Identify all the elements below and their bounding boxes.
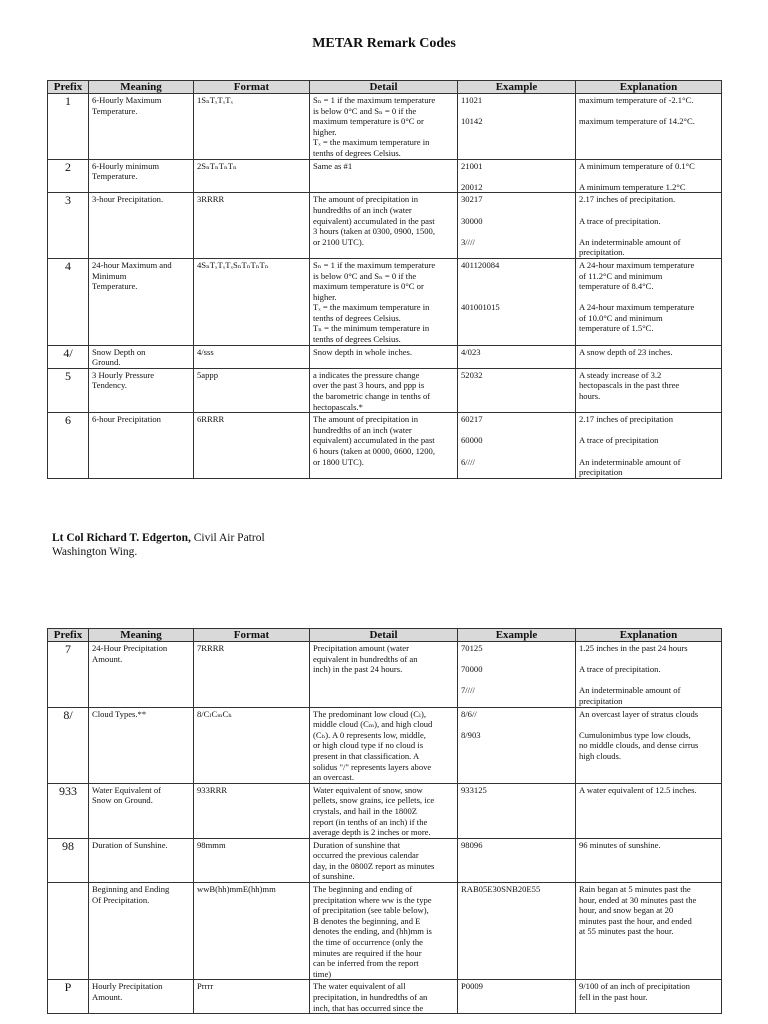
explanation-line: Rain began at 5 minutes past the: [579, 884, 691, 895]
cell-format: 933RRR: [194, 783, 310, 838]
cell-meaning: [89, 368, 194, 412]
example-line: [461, 171, 572, 182]
detail-line: Same as #1: [313, 160, 353, 171]
explanation-line: [579, 292, 718, 303]
cell-format: 4/sss: [194, 345, 310, 368]
table-row: [48, 883, 722, 980]
explanation-line: [579, 226, 718, 237]
detail-line: 3 hours (taken at 0300, 0900, 1500,: [313, 226, 435, 237]
detail-line: pellets, snow grains, ice pellets, ice: [313, 795, 435, 806]
detail-line: is below 0°C and Sₙ = 0 if the: [313, 270, 417, 281]
explanation-line: A steady increase of 3.2: [579, 369, 662, 380]
example-line: 3////: [461, 236, 475, 247]
cell-example: [458, 193, 576, 259]
example-line: 401120084: [461, 259, 500, 270]
meaning-line: Temperature.: [92, 281, 138, 292]
detail-line: equivalent in hundredths of an: [313, 653, 418, 664]
detail-line: crystals, and hail in the 1800Z: [313, 805, 418, 816]
detail-line: an overcast.: [313, 772, 355, 783]
cell-explanation: [576, 883, 722, 980]
cell-meaning: [89, 94, 194, 160]
column-header-explanation: Explanation: [576, 81, 722, 94]
column-header-example: Example: [458, 81, 576, 94]
cell-example: [458, 838, 576, 882]
example-line: 21001: [461, 160, 483, 171]
table-row: [48, 707, 722, 783]
cell-format: 5appp: [194, 368, 310, 412]
detail-line: (Cₕ). A 0 represents low, middle,: [313, 729, 426, 740]
detail-line: hundredths of an inch (water: [313, 204, 412, 215]
meaning-line: Temperature.: [92, 171, 138, 182]
explanation-line: [579, 675, 718, 686]
cell-prefix: 4: [48, 258, 89, 345]
example-line: 60217: [461, 414, 483, 425]
cell-detail: [310, 883, 458, 980]
detail-line: tenths of degrees Celsius.: [313, 334, 401, 345]
table-row: [48, 94, 722, 160]
table-row: [48, 345, 722, 368]
cell-explanation: [576, 783, 722, 838]
detail-line: minutes are required if the hour: [313, 947, 422, 958]
cell-format: 8/CₗCₘCₕ: [194, 707, 310, 783]
explanation-line: 2.17 inches of precipitation.: [579, 194, 676, 205]
example-line: 7////: [461, 685, 475, 696]
explanation-line: A water equivalent of 12.5 inches.: [579, 784, 697, 795]
cell-meaning: [89, 413, 194, 479]
cell-format: 2SₙTₙTₙTₙ: [194, 159, 310, 193]
cell-explanation: [576, 838, 722, 882]
cell-format: 6RRRR: [194, 413, 310, 479]
cell-explanation: [576, 94, 722, 160]
detail-line: higher.: [313, 291, 337, 302]
example-line: [461, 271, 572, 282]
detail-line: The amount of precipitation in: [313, 414, 419, 425]
explanation-line: [579, 205, 718, 216]
cell-prefix: [48, 883, 89, 980]
column-header-explanation: Explanation: [576, 629, 722, 642]
cell-example: [458, 368, 576, 412]
meaning-line: Snow on Ground.: [92, 795, 153, 806]
author-organization: Civil Air Patrol: [190, 532, 265, 544]
explanation-line: precipitation.: [579, 247, 625, 258]
detail-line: a indicates the pressure change: [313, 369, 420, 380]
cell-format: 7RRRR: [194, 642, 310, 708]
example-line: [461, 106, 572, 117]
cell-detail: [310, 838, 458, 882]
cell-detail: [310, 368, 458, 412]
detail-line: Water equivalent of snow, snow: [313, 784, 423, 795]
cell-format: Prrrr: [194, 980, 310, 1014]
explanation-line: [579, 654, 718, 665]
cell-detail: [310, 345, 458, 368]
cell-meaning: [89, 838, 194, 882]
column-header-detail: Detail: [310, 81, 458, 94]
remark-codes-table-2: [47, 628, 722, 1014]
column-header-meaning: Meaning: [89, 629, 194, 642]
column-header-example: Example: [458, 629, 576, 642]
detail-line: The amount of precipitation in: [313, 194, 419, 205]
example-line: 70125: [461, 643, 483, 653]
detail-line: The beginning and ending of: [313, 884, 413, 895]
explanation-line: hour, and snow began at 20: [579, 905, 674, 916]
table-header-row: [48, 629, 722, 642]
detail-line: Sₙ = 1 if the maximum temperature: [313, 259, 436, 270]
cell-explanation: [576, 258, 722, 345]
cell-prefix: 933: [48, 783, 89, 838]
cell-explanation: [576, 642, 722, 708]
cell-detail: [310, 413, 458, 479]
detail-line: solidus "/" represents layers above: [313, 761, 432, 772]
explanation-line: [579, 106, 718, 117]
cell-detail: [310, 980, 458, 1014]
detail-line: precipitation, in hundredths of an: [313, 992, 428, 1002]
table-row: [48, 980, 722, 1014]
explanation-line: An overcast layer of stratus clouds: [579, 708, 699, 719]
cell-example: [458, 642, 576, 708]
detail-line: Tₓ = the maximum temperature in: [313, 302, 430, 313]
explanation-line: An indeterminable amount of: [579, 236, 681, 247]
explanation-line: fell in the past hour.: [579, 992, 648, 1002]
explanation-line: A trace of precipitation.: [579, 215, 661, 226]
detail-line: day, in the 0800Z report as minutes: [313, 860, 435, 871]
cell-prefix: 2: [48, 159, 89, 193]
detail-line: report (in tenths of an inch) if the: [313, 816, 428, 827]
cell-prefix: 4/: [48, 345, 89, 368]
example-line: [461, 226, 572, 237]
meaning-line: 3 Hourly Pressure: [92, 369, 155, 380]
detail-line: of precipitation (see table below),: [313, 905, 429, 916]
example-line: RAB05E30SNB20E55: [461, 884, 541, 895]
detail-line: Snow depth in whole inches.: [313, 346, 413, 357]
example-line: 52032: [461, 369, 483, 380]
detail-line: precipitation where ww is the type: [313, 894, 432, 905]
explanation-line: temperature of 8.4°C.: [579, 281, 654, 292]
table-row: [48, 413, 722, 479]
author-block: [52, 531, 265, 559]
detail-line: equivalent) accumulated in the past: [313, 215, 435, 226]
example-line: 70000: [461, 664, 483, 675]
example-line: [461, 281, 572, 292]
table-row: [48, 783, 722, 838]
cell-explanation: [576, 159, 722, 193]
explanation-line: A snow depth of 23 inches.: [579, 346, 673, 357]
explanation-line: maximum temperature of -2.1°C.: [579, 95, 694, 105]
explanation-line: temperature of 1.5°C.: [579, 323, 654, 334]
column-header-prefix: Prefix: [48, 629, 89, 642]
cell-meaning: [89, 707, 194, 783]
example-line: [461, 654, 572, 665]
cell-detail: [310, 94, 458, 160]
cell-example: [458, 159, 576, 193]
detail-line: or 1800 UTC).: [313, 456, 364, 467]
cell-explanation: [576, 368, 722, 412]
cell-explanation: [576, 980, 722, 1014]
explanation-line: 96 minutes of sunshine.: [579, 839, 661, 850]
cell-detail: [310, 707, 458, 783]
cell-explanation: [576, 413, 722, 479]
explanation-line: of 10.0°C and minimum: [579, 312, 663, 323]
meaning-line: 3-hour Precipitation.: [92, 194, 164, 205]
cell-explanation: [576, 345, 722, 368]
detail-line: denotes the ending, and (hh)mm is: [313, 926, 432, 937]
remark-codes-table-1: [47, 80, 722, 479]
detail-line: Tₙ = the minimum temperature in: [313, 323, 430, 334]
detail-line: tenths of degrees Celsius.: [313, 147, 401, 158]
table-header-row: [48, 81, 722, 94]
example-line: 11021: [461, 95, 483, 105]
explanation-line: precipitation: [579, 467, 623, 478]
detail-line: The water equivalent of all: [313, 981, 406, 992]
detail-line: over the past 3 hours, and ppp is: [313, 380, 425, 391]
example-line: [461, 205, 572, 216]
detail-line: inch) in the past 24 hours.: [313, 664, 403, 675]
cell-meaning: [89, 258, 194, 345]
cell-prefix: P: [48, 980, 89, 1014]
table-row: [48, 642, 722, 708]
detail-line: is below 0°C and Sₙ = 0 if the: [313, 105, 417, 116]
cell-example: [458, 345, 576, 368]
explanation-line: maximum temperature of 14.2°C.: [579, 116, 695, 127]
cell-detail: [310, 193, 458, 259]
explanation-line: of 11.2°C and minimum: [579, 270, 663, 281]
meaning-line: Ground.: [92, 357, 121, 368]
cell-prefix: 98: [48, 838, 89, 882]
detail-line: B denotes the beginning, and E: [313, 915, 421, 926]
explanation-line: A trace of precipitation.: [579, 664, 661, 675]
explanation-line: A trace of precipitation: [579, 435, 659, 446]
cell-detail: [310, 783, 458, 838]
example-line: 401001015: [461, 302, 500, 313]
example-line: 4/023: [461, 346, 481, 357]
detail-line: hundredths of an inch (water: [313, 424, 412, 435]
detail-line: middle cloud (Cₘ), and high cloud: [313, 719, 433, 730]
example-line: 30217: [461, 194, 483, 205]
table-row: [48, 258, 722, 345]
meaning-line: 6-Hourly minimum: [92, 160, 160, 171]
meaning-line: Cloud Types.**: [92, 708, 147, 719]
explanation-line: A minimum temperature 1.2°C: [579, 181, 686, 192]
detail-line: maximum temperature is 0°C or: [313, 281, 424, 292]
cell-format: 1SₙTₓTₓTₓ: [194, 94, 310, 160]
detail-line: inch, that has occurred since the: [313, 1002, 424, 1013]
meaning-line: Water Equivalent of: [92, 784, 161, 795]
explanation-line: hour, ended at 30 minutes past the: [579, 894, 697, 905]
cell-meaning: [89, 193, 194, 259]
cell-meaning: [89, 159, 194, 193]
table-row: [48, 159, 722, 193]
explanation-line: An indeterminable amount of: [579, 456, 681, 467]
detail-line: or 2100 UTC).: [313, 236, 364, 247]
cell-example: [458, 707, 576, 783]
cell-example: [458, 94, 576, 160]
example-line: 8/903: [461, 729, 481, 740]
detail-line: the time of occurrence (only the: [313, 937, 423, 948]
meaning-line: Of Precipitation.: [92, 894, 150, 905]
example-line: 6////: [461, 456, 475, 467]
meaning-line: Temperature.: [92, 105, 138, 116]
detail-line: 6 hours (taken at 0000, 0600, 1200,: [313, 446, 435, 456]
explanation-line: A 24-hour maximum temperature: [579, 302, 695, 313]
cell-example: [458, 258, 576, 345]
explanation-line: hours.: [579, 391, 601, 402]
explanation-line: no middle clouds, and dense cirrus: [579, 740, 699, 751]
example-line: [461, 675, 572, 686]
cell-meaning: [89, 980, 194, 1014]
explanation-line: [579, 171, 718, 182]
detail-line: the barometric change in tenths of: [313, 391, 431, 402]
meaning-line: Amount.: [92, 992, 123, 1002]
cell-prefix: 3: [48, 193, 89, 259]
explanation-line: A minimum temperature of 0.1°C: [579, 160, 695, 171]
author-name: Lt Col Richard T. Edgerton,: [52, 532, 191, 544]
cell-example: [458, 980, 576, 1014]
explanation-line: minutes past the hour, and ended: [579, 915, 692, 926]
detail-line: hectopascals.*: [313, 401, 363, 412]
meaning-line: Beginning and Ending: [92, 884, 170, 895]
detail-line: Sₙ = 1 if the maximum temperature: [313, 95, 436, 105]
explanation-line: [579, 446, 718, 457]
explanation-line: 1.25 inches in the past 24 hours: [579, 643, 688, 653]
table-body: [48, 94, 722, 479]
detail-line: time): [313, 968, 332, 979]
explanation-line: high clouds.: [579, 750, 622, 761]
explanation-line: Cumulonimbus type low clouds,: [579, 729, 691, 740]
meaning-line: 6-Hourly Maximum: [92, 95, 162, 105]
meaning-line: Tendency.: [92, 380, 127, 391]
explanation-line: [579, 425, 718, 436]
cell-format: wwB(hh)mmE(hh)mm: [194, 883, 310, 980]
detail-line: of sunshine.: [313, 871, 355, 882]
cell-prefix: 5: [48, 368, 89, 412]
table-row: [48, 368, 722, 412]
meaning-line: Amount.: [92, 653, 123, 664]
explanation-line: 9/100 of an inch of precipitation: [579, 981, 690, 992]
cell-meaning: [89, 642, 194, 708]
column-header-detail: Detail: [310, 629, 458, 642]
meaning-line: Duration of Sunshine.: [92, 839, 168, 850]
cell-example: [458, 783, 576, 838]
detail-line: Tₓ = the maximum temperature in: [313, 137, 430, 148]
detail-line: or high cloud type if no cloud is: [313, 740, 424, 751]
example-line: 933125: [461, 784, 487, 795]
cell-prefix: 7: [48, 642, 89, 708]
example-line: [461, 446, 572, 457]
detail-line: Precipitation amount (water: [313, 643, 409, 653]
example-line: P0009: [461, 981, 483, 992]
cell-example: [458, 413, 576, 479]
explanation-line: A 24-hour maximum temperature: [579, 259, 695, 270]
cell-format: 4SₙTₓTₓTₓSₙTₙTₙTₙ: [194, 258, 310, 345]
detail-line: present in that classification. A: [313, 750, 420, 761]
meaning-line: Hourly Precipitation: [92, 981, 163, 992]
example-line: [461, 292, 572, 303]
cell-meaning: [89, 345, 194, 368]
table-row: [48, 193, 722, 259]
table-body: [48, 642, 722, 1014]
detail-line: can be inferred from the report: [313, 958, 419, 969]
column-header-prefix: Prefix: [48, 81, 89, 94]
explanation-line: An indeterminable amount of: [579, 685, 681, 696]
table-row: [48, 838, 722, 882]
example-line: 30000: [461, 215, 483, 226]
cell-example: [458, 883, 576, 980]
cell-explanation: [576, 707, 722, 783]
column-header-format: Format: [194, 629, 310, 642]
example-line: 60000: [461, 435, 483, 446]
detail-line: maximum temperature is 0°C or: [313, 116, 424, 127]
meaning-line: 24-hour Maximum and: [92, 259, 172, 270]
detail-line: Duration of sunshine that: [313, 839, 401, 850]
meaning-line: 24-Hour Precipitation: [92, 643, 168, 653]
cell-prefix: 6: [48, 413, 89, 479]
example-line: [461, 425, 572, 436]
column-header-meaning: Meaning: [89, 81, 194, 94]
example-line: 20012: [461, 181, 483, 192]
cell-detail: [310, 642, 458, 708]
explanation-line: at 55 minutes past the hour.: [579, 926, 674, 937]
example-line: 98096: [461, 839, 483, 850]
explanation-line: [579, 719, 718, 730]
meaning-line: 6-hour Precipitation: [92, 414, 161, 425]
meaning-line: Snow Depth on: [92, 346, 146, 357]
meaning-line: Minimum: [92, 270, 127, 281]
example-line: [461, 719, 572, 730]
explanation-line: precipitation: [579, 695, 623, 706]
detail-line: higher.: [313, 126, 337, 137]
author-wing: Washington Wing.: [52, 546, 138, 558]
detail-line: occurred the previous calendar: [313, 850, 419, 861]
detail-line: The predominant low cloud (Cₗ),: [313, 708, 427, 719]
example-line: 10142: [461, 116, 483, 127]
cell-detail: [310, 159, 458, 193]
document-title: METAR Remark Codes: [312, 36, 456, 51]
column-header-format: Format: [194, 81, 310, 94]
cell-format: 3RRRR: [194, 193, 310, 259]
cell-detail: [310, 258, 458, 345]
cell-format: 98mmm: [194, 838, 310, 882]
cell-explanation: [576, 193, 722, 259]
explanation-line: 2.17 inches of precipitation: [579, 414, 674, 425]
detail-line: equivalent) accumulated in the past: [313, 435, 435, 446]
detail-line: tenths of degrees Celsius.: [313, 312, 401, 323]
explanation-line: hectopascals in the past three: [579, 380, 680, 391]
cell-meaning: [89, 883, 194, 980]
example-line: 8/6//: [461, 708, 477, 719]
cell-prefix: 1: [48, 94, 89, 160]
cell-prefix: 8/: [48, 707, 89, 783]
cell-meaning: [89, 783, 194, 838]
detail-line: average depth is 2 inches or more.: [313, 827, 431, 838]
